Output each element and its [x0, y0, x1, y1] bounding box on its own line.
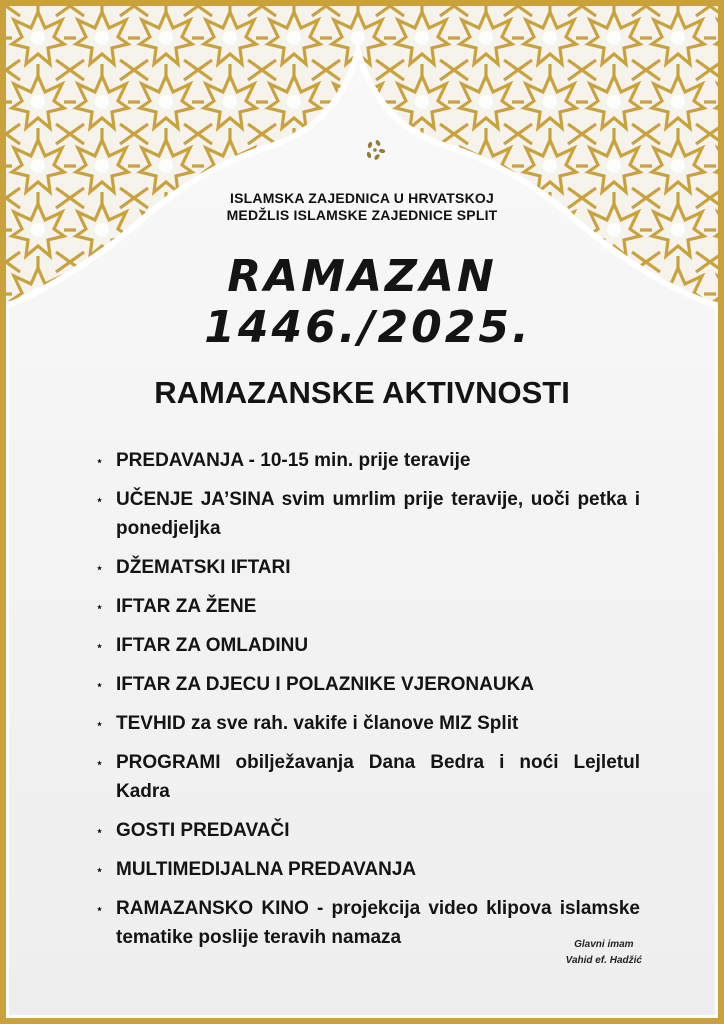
- crescent-star-icon: [88, 716, 104, 732]
- list-item: [88, 894, 640, 952]
- list-item: [88, 485, 640, 543]
- signature-role: Glavni imam: [574, 939, 634, 950]
- list-item: [88, 855, 640, 884]
- list-item-text: PREDAVANJA - 10-15 min. prije teravije: [116, 450, 471, 471]
- council-name: MEDŽLIS ISLAMSKE ZAJEDNICE SPLIT: [226, 207, 498, 223]
- crescent-logo-icon: [336, 125, 392, 181]
- signature-block: [566, 937, 642, 969]
- list-item-text: IFTAR ZA DJECU I POLAZNIKE VJERONAUKA: [116, 674, 535, 695]
- crescent-star-icon: [88, 677, 104, 693]
- title-year: 1446./2025.: [204, 302, 532, 353]
- list-item-text: UČENJE JA’SINA svim umrlim prije teravije, uoči petka i ponedjeljka: [116, 489, 640, 539]
- crescent-star-icon: [88, 638, 104, 654]
- list-item-text: RAMAZANSKO KINO - projekcija video klipova islamske tematike poslije teravih namaza: [116, 898, 640, 948]
- list-item: [88, 670, 640, 699]
- list-item: [88, 446, 640, 475]
- crescent-star-icon: [88, 901, 104, 917]
- list-item-text: GOSTI PREDAVAČI: [116, 820, 290, 841]
- list-item-text: MULTIMEDIJALNA PREDAVANJA: [116, 859, 417, 880]
- list-item: [88, 709, 640, 738]
- list-item: [88, 592, 640, 621]
- crescent-star-icon: [88, 599, 104, 615]
- crescent-star-icon: [88, 862, 104, 878]
- title-ramazan: RAMAZAN: [227, 251, 497, 302]
- list-item: [88, 553, 640, 582]
- list-item-text: DŽEMATSKI IFTARI: [116, 557, 291, 578]
- organization-name: ISLAMSKA ZAJEDNICA U HRVATSKOJ: [230, 190, 494, 206]
- crescent-star-icon: [88, 755, 104, 771]
- crescent-star-icon: [88, 492, 104, 508]
- list-item-text: PROGRAMI obilježavanja Dana Bedra i noći Lejletul Kadra: [116, 752, 640, 802]
- signature-name: Vahid ef. Hadžić: [565, 955, 642, 966]
- subtitle-activities: RAMAZANSKE AKTIVNOSTI: [154, 375, 570, 410]
- list-item-text: TEVHID za sve rah. vakife i članove MIZ Split: [116, 713, 519, 734]
- list-item: [88, 631, 640, 660]
- crescent-star-icon: [88, 823, 104, 839]
- activities-list: [88, 446, 640, 962]
- list-item-text: IFTAR ZA ŽENE: [116, 596, 257, 617]
- crescent-star-icon: [88, 453, 104, 469]
- crescent-star-icon: [88, 560, 104, 576]
- list-item: [88, 748, 640, 806]
- list-item: [88, 816, 640, 845]
- list-item-text: IFTAR ZA OMLADINU: [116, 635, 309, 656]
